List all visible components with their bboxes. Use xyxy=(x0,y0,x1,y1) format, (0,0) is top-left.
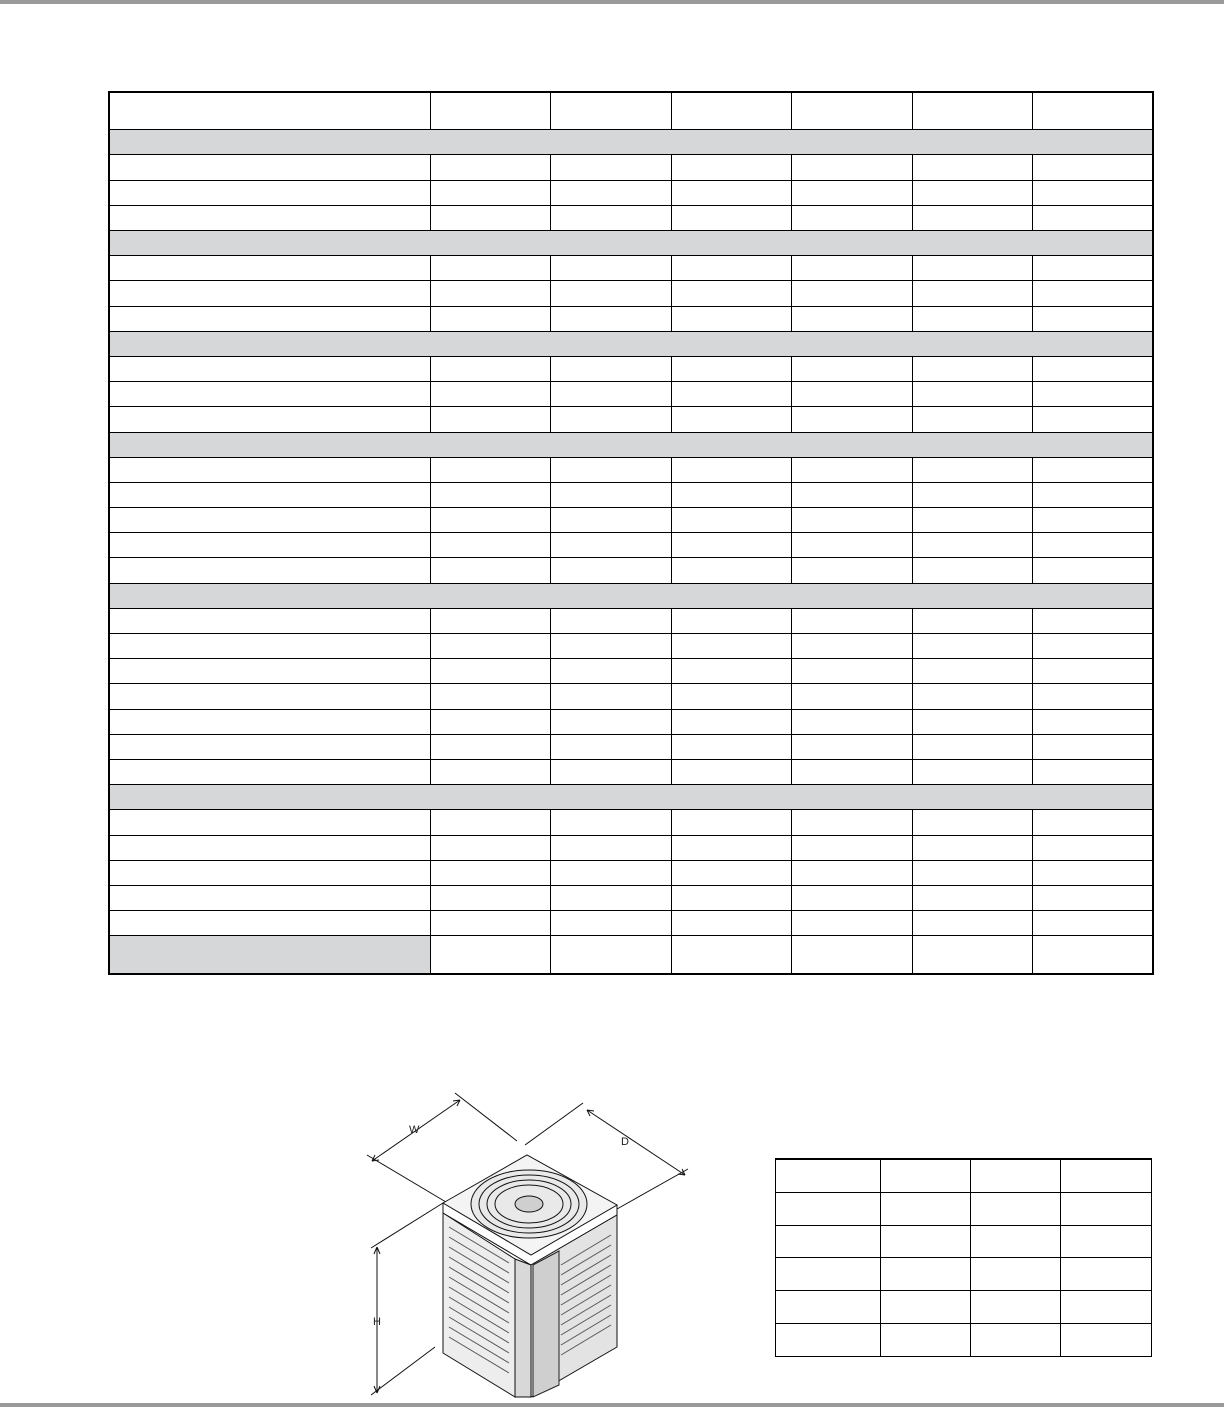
table-row xyxy=(109,684,1153,709)
table-header-row xyxy=(109,92,1153,130)
section-row xyxy=(109,583,1153,608)
specifications-table xyxy=(108,91,1154,975)
table-row xyxy=(776,1258,1152,1291)
table-row-final xyxy=(109,936,1153,974)
table-row xyxy=(109,356,1153,381)
table-row xyxy=(109,508,1153,533)
height-label: H xyxy=(373,1316,381,1328)
width-label: W xyxy=(409,1124,420,1136)
table-row xyxy=(109,759,1153,784)
table-row xyxy=(109,734,1153,759)
table-row xyxy=(109,533,1153,558)
section-row xyxy=(109,231,1153,256)
table-row xyxy=(109,709,1153,734)
table-row xyxy=(109,810,1153,835)
table-row xyxy=(109,256,1153,281)
table-row xyxy=(776,1160,1152,1193)
table-row xyxy=(776,1225,1152,1258)
table-row xyxy=(776,1291,1152,1324)
condenser-unit-figure xyxy=(355,1085,695,1400)
table-row xyxy=(109,407,1153,432)
table-row xyxy=(109,457,1153,482)
section-row xyxy=(109,785,1153,810)
section-row xyxy=(109,432,1153,457)
bottom-rule xyxy=(0,1403,1224,1407)
table-row xyxy=(776,1324,1152,1357)
table-row xyxy=(109,634,1153,659)
condenser-unit-drawing xyxy=(355,1085,695,1400)
section-row xyxy=(109,331,1153,356)
table-row xyxy=(109,558,1153,583)
table-row xyxy=(109,180,1153,205)
table-row xyxy=(776,1192,1152,1225)
table-row xyxy=(109,608,1153,633)
section-row xyxy=(109,130,1153,155)
table-row xyxy=(109,885,1153,910)
depth-label: D xyxy=(621,1136,629,1148)
table-row xyxy=(109,835,1153,860)
table-row xyxy=(109,281,1153,306)
table-row xyxy=(109,659,1153,684)
depth-dimension-line xyxy=(587,1110,685,1175)
dimensions-table xyxy=(775,1158,1152,1357)
table-row xyxy=(109,306,1153,331)
table-row xyxy=(109,482,1153,507)
table-row xyxy=(109,860,1153,885)
table-row xyxy=(109,911,1153,936)
table-row xyxy=(109,205,1153,230)
table-row xyxy=(109,155,1153,180)
top-rule xyxy=(0,0,1224,4)
table-row xyxy=(109,382,1153,407)
